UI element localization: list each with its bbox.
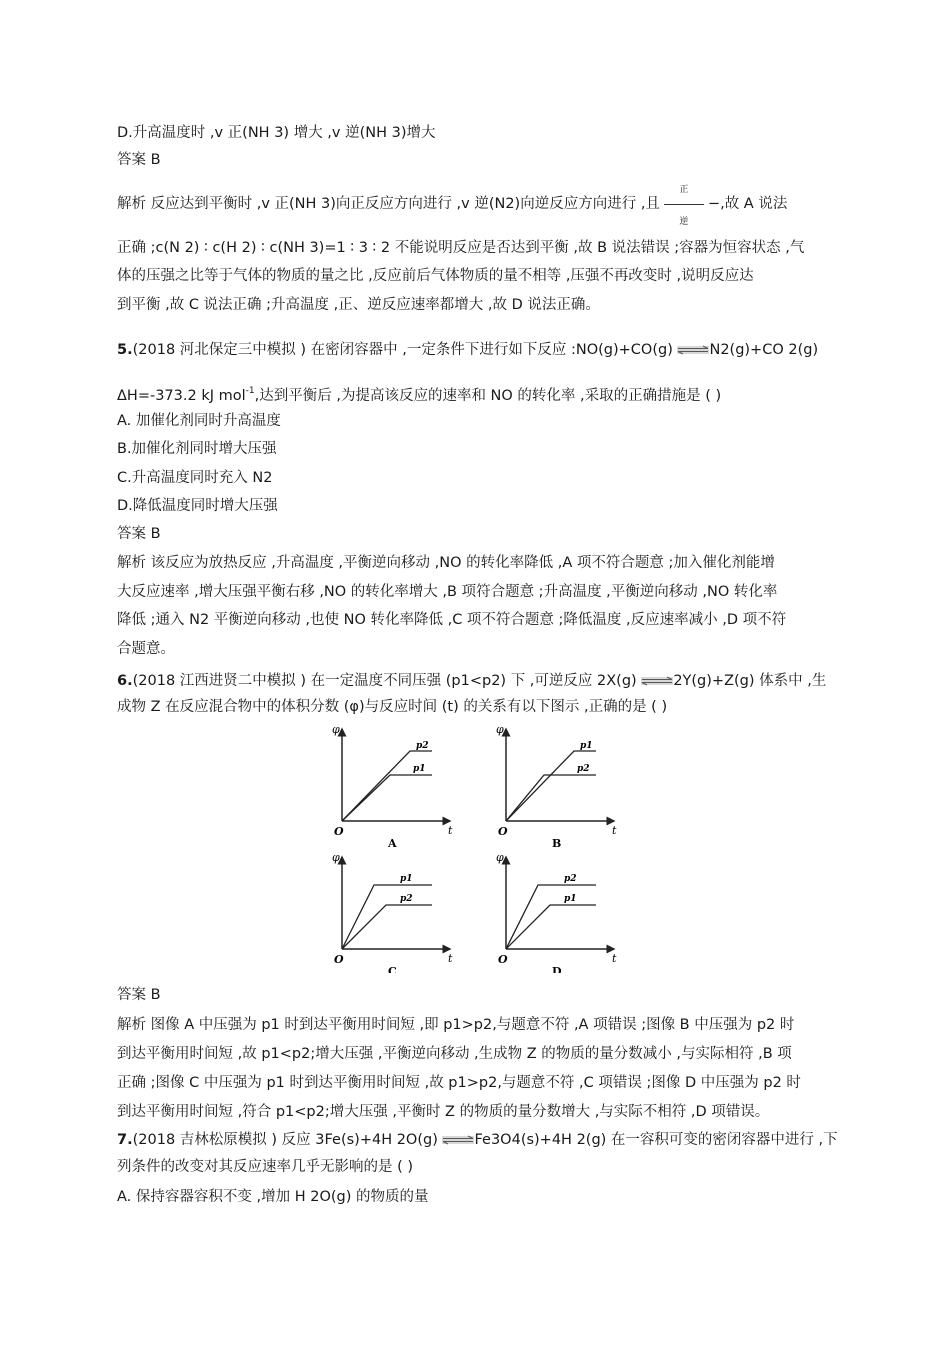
axis-x-label: t xyxy=(448,952,453,965)
axis-x-label: t xyxy=(612,952,617,965)
q6-stem-line1 xyxy=(117,671,826,691)
axis-x-label: t xyxy=(612,824,617,837)
q5-answer: 答案 B xyxy=(117,526,161,542)
q5-stem2b: ,达到平衡后 ,为提高该反应的速率和 NO 的转化率 ,采取的正确措施是 ( ) xyxy=(254,388,722,404)
q5-explanation-line1: 解析 该反应为放热反应 ,升高温度 ,平衡逆向移动 ,NO 的转化率降低 ,A 项不符合题意 ;加入催化剂能增 xyxy=(117,555,775,571)
q7-number: 7. xyxy=(117,1132,133,1148)
curve-lower xyxy=(342,905,432,949)
axis-x-label: t xyxy=(448,824,453,837)
frac-numerator: 正 xyxy=(679,185,689,195)
origin-label: O xyxy=(334,953,344,966)
q7-stem1a: (2018 吉林松原模拟 ) 反应 3Fe(s)+4H 2O(g) xyxy=(132,1132,438,1148)
curve-upper xyxy=(506,885,596,949)
q6-stem-line2: 成物 Z 在反应混合物中的体积分数 (φ)与反应时间 (t) 的关系有以下图示 ,正确的是 ( ) xyxy=(117,699,668,715)
q5-explanation-line4: 合题意。 xyxy=(117,641,175,657)
q4-explanation-line2: 正确 ;c(N 2) ∶ c(H 2) ∶ c(NH 3)=1 ∶ 3 ∶ 2 不能说明反应是否达到平衡 ,故 B 说法错误 ;容器为恒容状态 ,气 xyxy=(117,240,805,256)
curve-upper-label: p1 xyxy=(580,741,593,751)
q7-stem1b: Fe3O4(s)+4H 2(g) 在一容积可变的密闭容器中进行 ,下 xyxy=(474,1132,838,1148)
panel-label: D xyxy=(552,965,562,973)
q5-option-b: B.加催化剂同时增大压强 xyxy=(117,441,277,457)
curve-upper-label: p2 xyxy=(564,874,577,884)
curve-lower xyxy=(506,905,596,949)
curve-upper-label: p2 xyxy=(416,741,429,751)
origin-label: O xyxy=(334,825,344,838)
origin-label: O xyxy=(498,953,508,966)
q5-option-d: D.降低温度同时增大压强 xyxy=(117,498,278,514)
q4-explanation-line4: 到平衡 ,故 C 说法正确 ;升高温度 ,正、逆反应速率都增大 ,故 D 说法正确。 xyxy=(117,297,600,313)
curve-lower xyxy=(342,775,432,821)
curve-lower-label: p2 xyxy=(577,764,590,774)
q6-answer: 答案 B xyxy=(117,987,161,1003)
graph-b xyxy=(496,723,617,850)
q5-unit-exponent: -1 xyxy=(245,386,255,396)
equilibrium-arrow-icon xyxy=(641,676,673,686)
curve-lower-label: p1 xyxy=(564,894,577,904)
q5-stem1b: N2(g)+CO 2(g) xyxy=(709,342,819,358)
curve-lower-label: p1 xyxy=(413,764,426,774)
q5-explanation-line2: 大反应速率 ,增大压强平衡右移 ,NO 的转化率增大 ,B 项符合题意 ;升高温度 ,平衡逆向移动 ,NO 转化率 xyxy=(117,584,778,600)
axis-y-label: φ xyxy=(332,723,340,736)
origin-label: O xyxy=(498,825,508,838)
curve-lower xyxy=(506,775,596,821)
q4-answer: 答案 B xyxy=(117,152,161,168)
q4-exp1a: 解析 反应达到平衡时 ,v 正(NH 3)向正反应方向进行 ,v 逆(N2)向逆反应方向进行 ,且 xyxy=(117,196,660,212)
q6-number: 6. xyxy=(117,673,133,689)
panel-label: A xyxy=(388,837,397,850)
q5-number: 5. xyxy=(117,342,133,358)
axis-y-label: φ xyxy=(496,723,504,736)
panel-label: C xyxy=(388,965,397,973)
graph-a xyxy=(332,723,453,850)
curve-upper xyxy=(342,885,432,949)
q5-stem-line2 xyxy=(117,381,721,406)
q7-option-a: A. 保持容器容积不变 ,增加 H 2O(g) 的物质的量 xyxy=(117,1189,429,1205)
q6-explanation-line4: 到达平衡用时间短 ,符合 p1<p2;增大压强 ,平衡时 Z 的物质的量分数增大 ,与实际不相符 ,D 项错误。 xyxy=(117,1104,770,1120)
q6-explanation-line3: 正确 ;图像 C 中压强为 p1 时到达平衡用时间短 ,故 p1>p2,与题意不符 ,C 项错误 ;图像 D 中压强为 p2 时 xyxy=(117,1075,801,1091)
q4-explanation-line1 xyxy=(117,185,788,227)
q7-stem-line1 xyxy=(117,1130,838,1150)
frac-denominator: 逆 xyxy=(679,217,689,227)
q7-stem-line2: 列条件的改变对其反应速率几乎无影响的是 ( ) xyxy=(117,1159,414,1175)
q6-explanation-line1: 解析 图像 A 中压强为 p1 时到达平衡用时间短 ,即 p1>p2,与题意不符 ,A 项错误 ;图像 B 中压强为 p2 时 xyxy=(117,1017,795,1033)
curve-upper-label: p1 xyxy=(400,874,413,884)
graph-c xyxy=(332,851,453,973)
q6-stem1b: 2Y(g)+Z(g) 体系中 ,生 xyxy=(673,673,827,689)
q5-stem1a: (2018 河北保定三中模拟 ) 在密闭容器中 ,一定条件下进行如下反应 :NO(g)+CO(g) xyxy=(132,342,673,358)
q5-option-a: A. 加催化剂同时升高温度 xyxy=(117,413,281,429)
axis-y-label: φ xyxy=(496,851,504,864)
q6-stem1a: (2018 江西进贤二中模拟 ) 在一定温度不同压强 (p1<p2) 下 ,可逆反应 2X(g) xyxy=(132,673,637,689)
axis-y-label: φ xyxy=(332,851,340,864)
curve-upper xyxy=(506,751,596,821)
q6-explanation-line2: 到达平衡用时间短 ,故 p1<p2;增大压强 ,平衡逆向移动 ,生成物 Z 的物质的量分数减小 ,与实际相符 ,B 项 xyxy=(117,1046,792,1062)
rate-ratio-fraction xyxy=(660,185,708,227)
q4-explanation-line3: 体的压强之比等于气体的物质的量之比 ,反应前后气体物质的量不相等 ,压强不再改变时 ,说明反应达 xyxy=(117,268,754,284)
equilibrium-arrow-icon xyxy=(442,1135,474,1145)
q5-stem2a: ΔH=-373.2 kJ mol xyxy=(117,388,246,404)
q5-stem-line1 xyxy=(117,340,818,360)
q4-option-d: D.升高温度时 ,v 正(NH 3) 增大 ,v 逆(NH 3)增大 xyxy=(117,125,436,141)
graph-d xyxy=(496,851,617,973)
curve-upper xyxy=(342,751,432,821)
curve-lower-label: p2 xyxy=(400,894,413,904)
pressure-time-graphs xyxy=(330,723,618,973)
equilibrium-arrow-icon xyxy=(677,345,709,355)
q4-exp1b: −,故 A 说法 xyxy=(707,196,788,212)
q5-explanation-line3: 降低 ;通入 N2 平衡逆向移动 ,也使 NO 转化率降低 ,C 项不符合题意 ;降低温度 ,反应速率减小 ,D 项不符 xyxy=(117,612,787,628)
panel-label: B xyxy=(552,837,562,850)
q5-option-c: C.升高温度同时充入 N2 xyxy=(117,470,273,486)
graph-grid xyxy=(330,723,618,973)
